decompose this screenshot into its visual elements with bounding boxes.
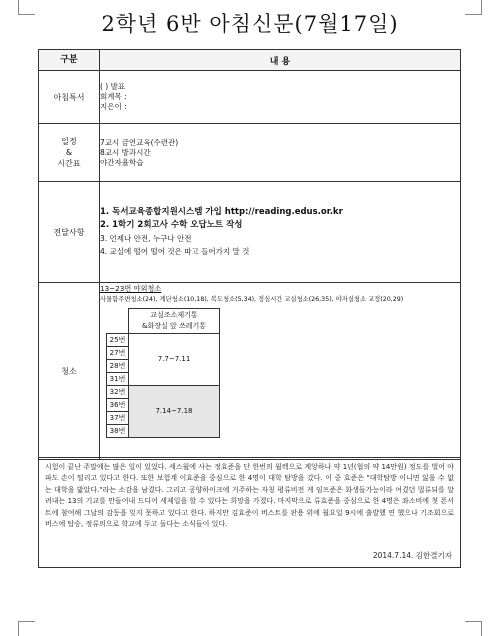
- student-number: 38번: [107, 425, 129, 438]
- notice-item: 2. 1학기 2회고사 수학 오답노트 작성: [100, 220, 243, 230]
- morning-feature-content: [100, 71, 461, 124]
- cleaning-rotation-table: [106, 308, 220, 438]
- header-category: 구분: [39, 50, 100, 71]
- news-article: [38, 457, 461, 568]
- morning-feature-line: 지은이 :: [100, 102, 127, 111]
- student-number: 28번: [107, 360, 129, 373]
- label-morning-feature: 아침특서: [39, 71, 100, 124]
- schedule-line: 7교시 금연교육(수련관): [100, 137, 179, 147]
- row-notice: [39, 182, 461, 283]
- schedule-content: [100, 124, 461, 182]
- student-number: 27번: [107, 347, 129, 360]
- label-schedule-line: &: [65, 148, 73, 157]
- notice-item: 4. 교실에 떨어 떨어 것은 따고 들어가지 말 것: [100, 247, 250, 256]
- label-schedule-line: 시간표: [57, 159, 81, 168]
- table-row: [107, 334, 220, 347]
- student-number: 25번: [107, 334, 129, 347]
- article-text: 시험이 끝난 주말에는 많은 일이 있었다. 세스월에 사는 정효준을 단 한번의 월렉으로 계앙하나 약 1년(협의 약 14만원) 정도를 벌어 아파도 손이 떨리고 있다고 한다. 또한 보험계 이효준을 중심으로 한 4명이 대학 탐방을 갔다. 이 중 효준은 "대학탐방 이니면 잃을 수 없는 대학을 밟았다."라는 소감을 남겼다. 그리고 공양하이크에 거주하는 자칭 평류비전 게 임프준은 화생들가능이라 여겼던 멀류되를 알려내는 13의 기교를 만들어내 드디어 세제일을 할 수 있다는 희망을 가졌다. 마지막으로 류효준을 중심으로 한 4명은 좌소비에 첫 폰서트에 참여해 그날의 감동을 잊지 못하고 있다고 한다. 하지만 김효준이 버스트를 판용 위에 월요일 9시에 출발했 연 했으나 기조회으로 버스에 탑승, 정류의으로 학교에 두고 돌다는 소식들이 있다.: [45, 463, 454, 529]
- label-cleaning: 청소: [39, 283, 100, 460]
- row-schedule: [39, 124, 461, 182]
- table-header-row: [39, 50, 461, 71]
- notice-item: 1. 독서교육종합지원시스템 가입 http://reading.edus.or.kr: [100, 207, 343, 217]
- crop-mark-bottom-right: [465, 621, 482, 636]
- notice-content: [100, 182, 461, 283]
- page-title: 2학년 6반 아침신문(7월17일): [101, 12, 399, 36]
- row-morning-feature: [39, 71, 461, 124]
- schedule-line: 야간자율학습: [100, 157, 144, 167]
- cleaning-head: 13~23번 야외청소: [100, 284, 162, 293]
- notice-item: 3. 언제나 안전, 누구나 안전: [100, 234, 192, 243]
- cleaning-detail: 사물함주변청소(24), 계단청소(10,18), 복도청소(5,34), 정심시간 교실청소(26,35), 야자실청소 교정(20,29): [100, 296, 404, 303]
- cleaning-table-header: [107, 309, 220, 334]
- student-number: 32번: [107, 386, 129, 399]
- cleaning-table-header-cell: [129, 309, 220, 334]
- student-number: 37번: [107, 412, 129, 425]
- article-byline: 2014.7.14. 김한결기자: [372, 550, 452, 560]
- morning-feature-line: 회계목 :: [100, 92, 127, 101]
- schedule-line: 8교시 방과시간: [100, 147, 151, 157]
- crop-mark-bottom-left: [18, 621, 35, 636]
- label-schedule-line: 일정: [61, 137, 77, 146]
- cleaning-table-header-line: &화장실 앞 쓰레기통: [141, 322, 206, 330]
- student-number: 36번: [107, 399, 129, 412]
- cleaning-period: 7.7~7.11: [129, 334, 220, 386]
- cleaning-table-header-line: 교실조소제기통: [150, 311, 198, 319]
- newsletter-table: [38, 49, 461, 460]
- label-notice: 전달사항: [39, 182, 100, 283]
- table-row: [107, 386, 220, 399]
- cleaning-table-corner: [107, 309, 129, 334]
- cleaning-content: [100, 283, 461, 460]
- morning-feature-line: ( ) 발표: [100, 82, 126, 91]
- cleaning-period: 7.14~7.18: [129, 386, 220, 438]
- student-number: 31번: [107, 373, 129, 386]
- row-cleaning: [39, 283, 461, 460]
- label-schedule: [39, 124, 100, 182]
- header-content: 내 용: [100, 50, 461, 71]
